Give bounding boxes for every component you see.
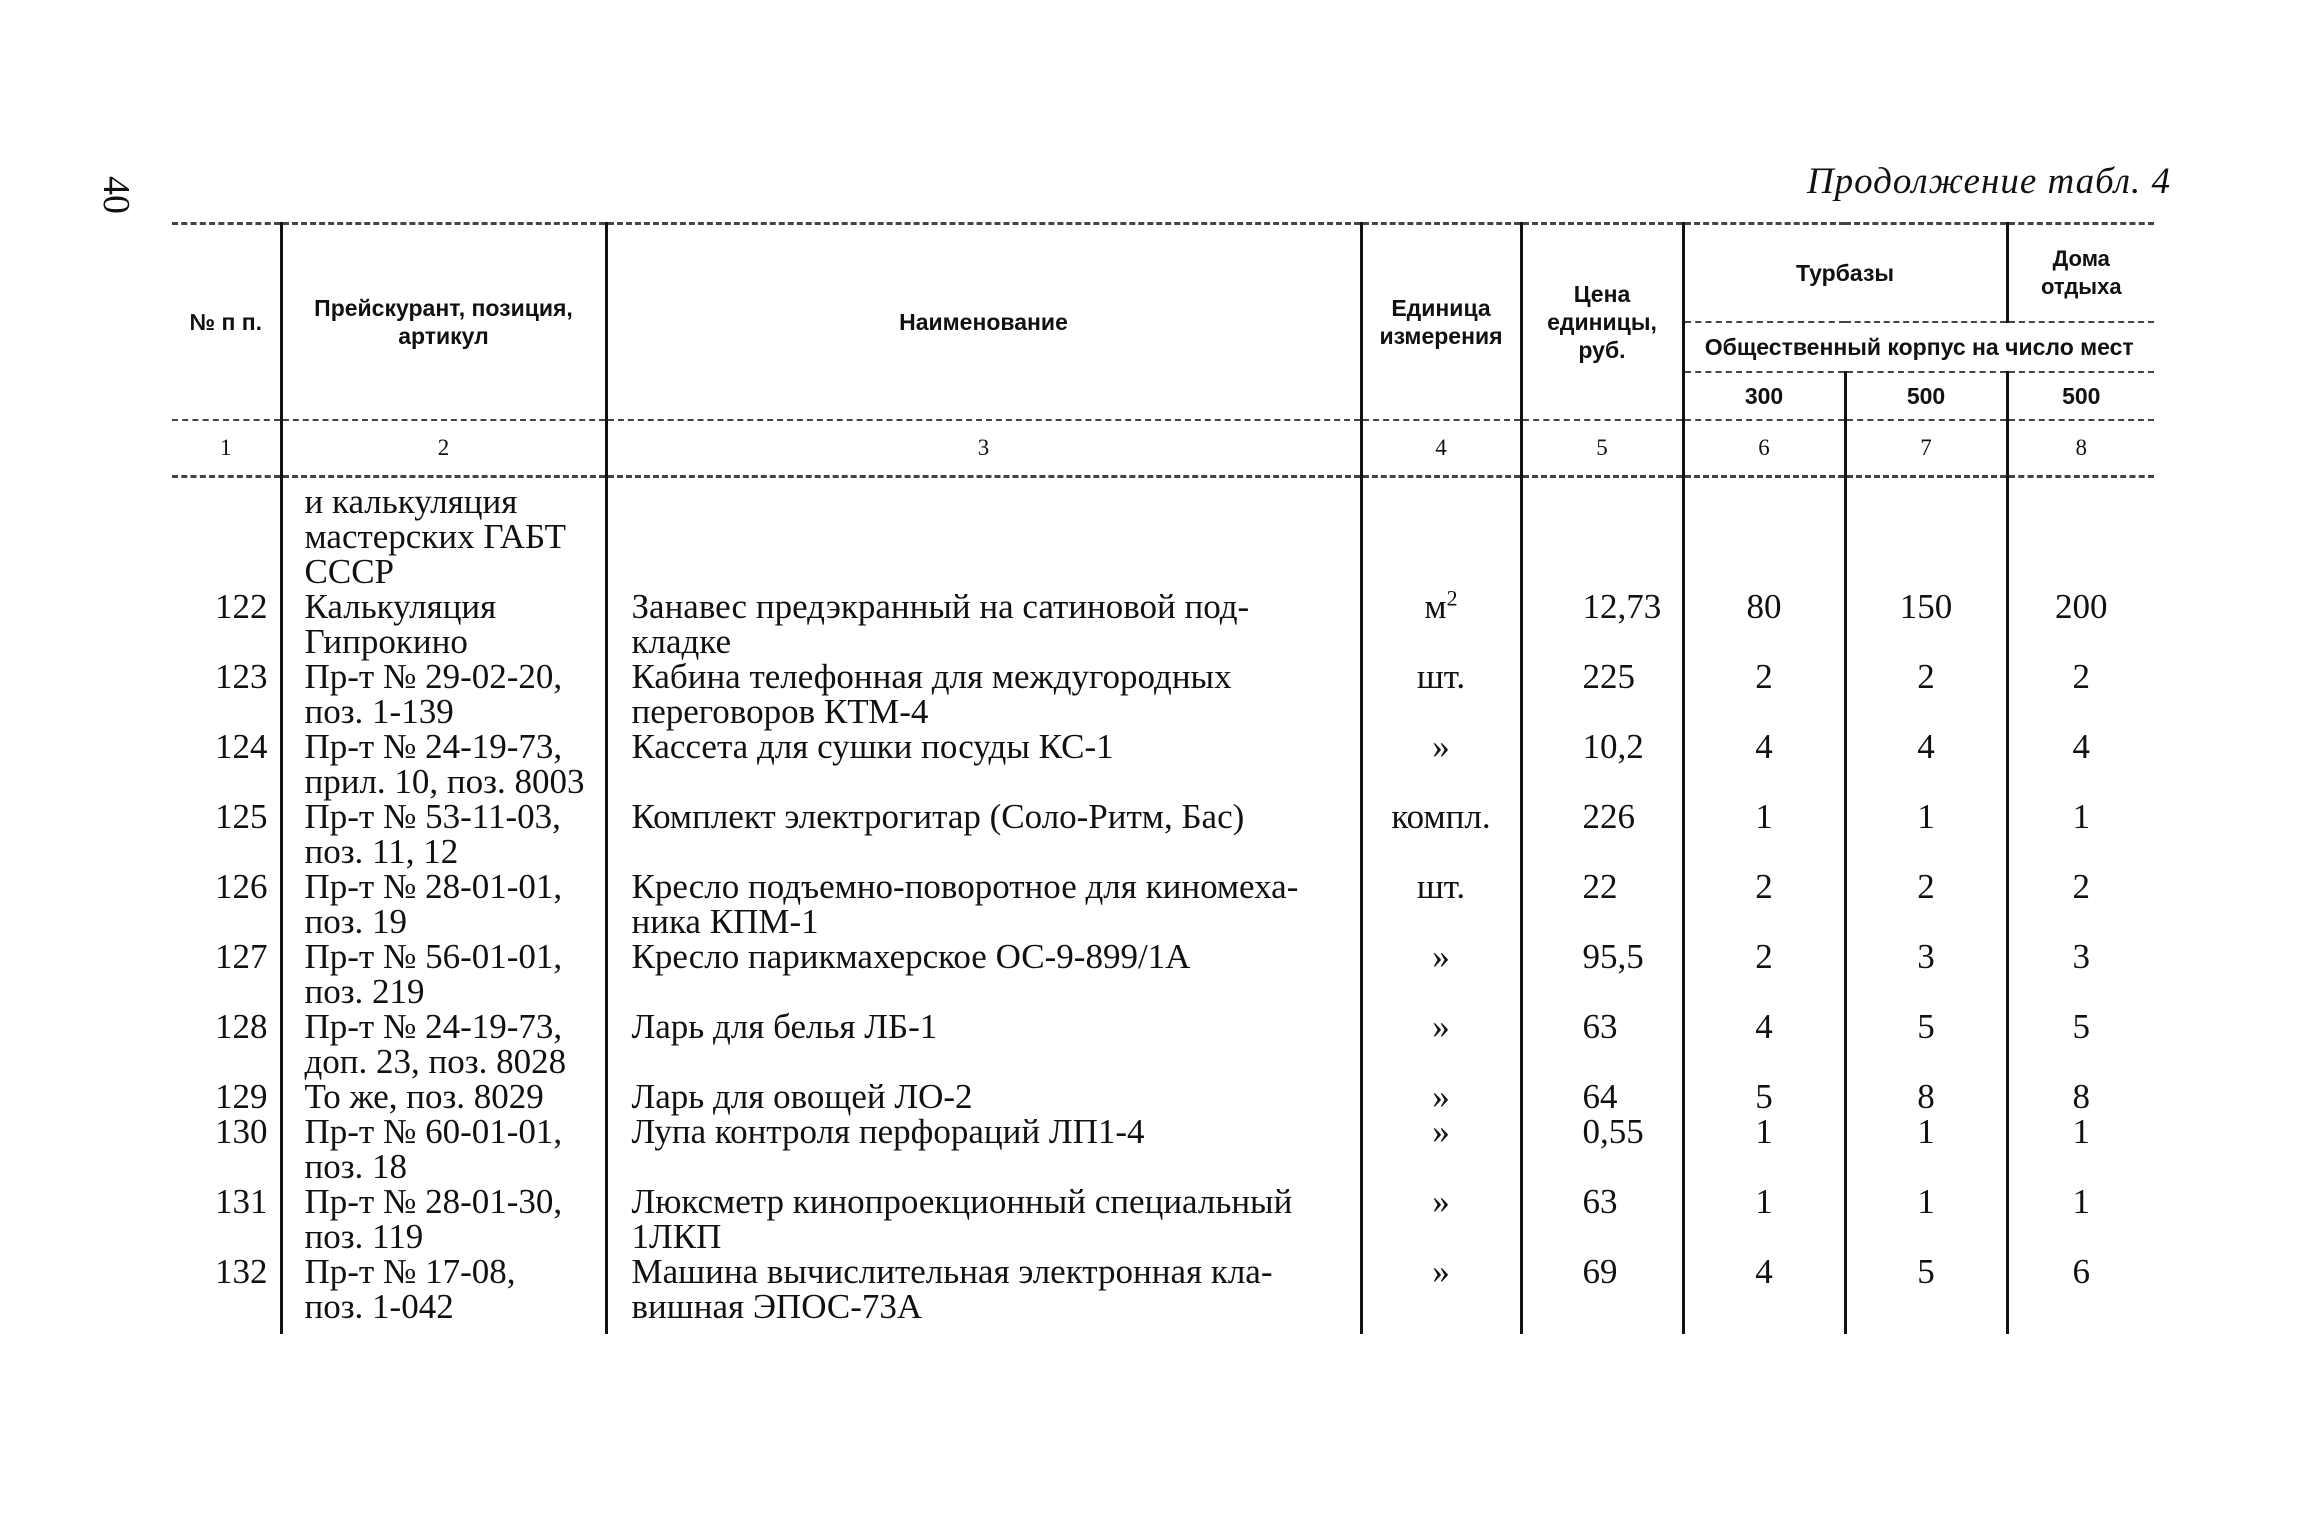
unit-text: шт. [1416, 657, 1466, 696]
quantity-c7: 2 [1845, 659, 2007, 729]
col-num: 3 [606, 420, 1361, 477]
item-name-cell [606, 939, 1361, 1009]
unit-text: » [1432, 1077, 1450, 1116]
pricelist-line: поз. 1-042 [304, 1287, 454, 1326]
col-num: 2 [281, 420, 606, 477]
page-number: 40 [95, 176, 137, 214]
col-num: 6 [1683, 420, 1845, 477]
quantity-c8: 8 [2007, 1079, 2154, 1114]
unit-text: компл. [1391, 797, 1491, 836]
item-name-line: Кресло подъемно-поворотное для киномеха- [631, 867, 1299, 906]
row-number: 122 [215, 587, 268, 626]
table-row [172, 729, 2154, 799]
item-name-line: ника КПМ-1 [631, 902, 819, 941]
unit-cell [1361, 1079, 1521, 1114]
pricelist-line: Пр-т № 60-01-01, [304, 1112, 563, 1151]
col-num: 8 [2007, 420, 2154, 477]
quantity-c6: 2 [1683, 659, 1845, 729]
item-name-cell [606, 659, 1361, 729]
unit-text: » [1432, 937, 1450, 976]
unit-cell [1361, 1009, 1521, 1079]
equipment-table [172, 222, 2154, 1334]
row-number: 124 [215, 727, 268, 766]
unit-text: » [1432, 1252, 1450, 1291]
pricelist-line: Пр-т № 17-08, [304, 1252, 516, 1291]
header-unit: Единица измерения [1361, 224, 1521, 421]
row-number: 127 [215, 937, 268, 976]
unit-text: » [1432, 1112, 1450, 1151]
col-num: 5 [1521, 420, 1683, 477]
price-cell: 12,73 [1521, 589, 1683, 659]
quantity-c7: 2 [1845, 869, 2007, 939]
price-cell: 226 [1521, 799, 1683, 869]
pricelist-line: Пр-т № 53-11-03, [304, 797, 561, 836]
price-cell: 63 [1521, 1009, 1683, 1079]
quantity-c8: 3 [2007, 939, 2154, 1009]
pricelist-line: прил. 10, поз. 8003 [304, 762, 585, 801]
quantity-c6: 2 [1683, 939, 1845, 1009]
item-name-cell [606, 589, 1361, 659]
pricelist-line: Пр-т № 29-02-20, [304, 657, 563, 696]
table-row [172, 1114, 2154, 1184]
unit-superscript: 2 [1446, 585, 1458, 611]
quantity-c7: 5 [1845, 1009, 2007, 1079]
table-row [172, 869, 2154, 939]
pricelist-cell [281, 1079, 606, 1114]
table-row [172, 1184, 2154, 1254]
quantity-c7: 1 [1845, 1184, 2007, 1254]
row-number: 125 [215, 797, 268, 836]
quantity-c7: 4 [1845, 729, 2007, 799]
unit-text: м [1424, 587, 1447, 626]
pricelist-cell [281, 729, 606, 799]
item-name-cell [606, 1079, 1361, 1114]
quantity-c8: 6 [2007, 1254, 2154, 1334]
pricelist-cell [281, 1184, 606, 1254]
row-number: 131 [215, 1182, 268, 1221]
row-number: 123 [215, 657, 268, 696]
header-korpus: Общественный корпус на число мест [1683, 322, 2154, 372]
pricelist-line: поз. 18 [304, 1147, 408, 1186]
unit-text: » [1432, 1182, 1450, 1221]
quantity-c7: 5 [1845, 1254, 2007, 1334]
price-cell: 69 [1521, 1254, 1683, 1334]
unit-text: » [1432, 1007, 1450, 1046]
unit-cell [1361, 585, 1521, 659]
header-300: 300 [1683, 372, 1845, 420]
table-row [172, 1254, 2154, 1334]
row-number: 129 [215, 1077, 268, 1116]
item-name-line: Кассета для сушки посуды КС-1 [631, 727, 1114, 766]
pricelist-line: поз. 119 [304, 1217, 424, 1256]
header-no: № п п. [172, 224, 281, 421]
pricelist-cell [281, 869, 606, 939]
item-name-line: Кресло парикмахерское ОС-9-899/1А [631, 937, 1191, 976]
price-cell: 0,55 [1521, 1114, 1683, 1184]
unit-cell [1361, 1254, 1521, 1334]
quantity-c6: 4 [1683, 1254, 1845, 1334]
item-name-cell [606, 1114, 1361, 1184]
pricelist-cell [281, 939, 606, 1009]
pricelist-line: поз. 1-139 [304, 692, 454, 731]
row-number: 128 [215, 1007, 268, 1046]
unit-cell [1361, 1114, 1521, 1184]
header-price: Цена единицы, руб. [1521, 224, 1683, 421]
quantity-c6: 1 [1683, 1114, 1845, 1184]
unit-cell [1361, 477, 1521, 590]
quantity-c8: 1 [2007, 1114, 2154, 1184]
table-row [172, 939, 2154, 1009]
quantity-c8: 1 [2007, 1184, 2154, 1254]
pricelist-line: СССР [304, 552, 394, 591]
price-cell: 95,5 [1521, 939, 1683, 1009]
header-name: Наименование [606, 224, 1361, 421]
quantity-c7: 8 [1845, 1079, 2007, 1114]
item-name-line: кладке [631, 622, 731, 661]
item-name-line: Кабина телефонная для междугородных [631, 657, 1232, 696]
quantity-c6: 5 [1683, 1079, 1845, 1114]
unit-cell [1361, 869, 1521, 939]
pricelist-line: Пр-т № 28-01-30, [304, 1182, 563, 1221]
pricelist-cell [281, 589, 606, 659]
price-cell: 10,2 [1521, 729, 1683, 799]
price-cell: 22 [1521, 869, 1683, 939]
col-num: 1 [172, 420, 281, 477]
header-500a: 500 [1845, 372, 2007, 420]
pricelist-line: и калькуляция [304, 482, 518, 521]
unit-cell [1361, 799, 1521, 869]
quantity-c6: 80 [1683, 589, 1845, 659]
quantity-c7: 150 [1845, 589, 2007, 659]
pricelist-cell [281, 799, 606, 869]
pricelist-line: Пр-т № 24-19-73, [304, 1007, 563, 1046]
row-number: 130 [215, 1112, 268, 1151]
quantity-c8: 4 [2007, 729, 2154, 799]
quantity-c8: 2 [2007, 659, 2154, 729]
item-name-line: Машина вычислительная электронная кла- [631, 1252, 1273, 1291]
pricelist-line: доп. 23, поз. 8028 [304, 1042, 567, 1081]
table-row [172, 477, 2154, 590]
item-name-line: Занавес предэкранный на сатиновой под- [631, 587, 1250, 626]
pricelist-cell [281, 477, 606, 590]
pricelist-line: Калькуляция [304, 587, 497, 626]
header-500b: 500 [2007, 372, 2154, 420]
quantity-c6: 4 [1683, 1009, 1845, 1079]
item-name-cell [606, 869, 1361, 939]
pricelist-cell [281, 659, 606, 729]
pricelist-line: поз. 19 [304, 902, 408, 941]
header-doma-otdykha: Дома отдыха [2007, 224, 2154, 323]
quantity-c6: 1 [1683, 1184, 1845, 1254]
pricelist-line: поз. 219 [304, 972, 425, 1011]
table-row [172, 659, 2154, 729]
quantity-c7: 3 [1845, 939, 2007, 1009]
price-cell [1521, 477, 1683, 590]
pricelist-line: Пр-т № 24-19-73, [304, 727, 563, 766]
quantity-c6: 1 [1683, 799, 1845, 869]
quantity-c8: 200 [2007, 589, 2154, 659]
pricelist-cell [281, 1009, 606, 1079]
unit-cell [1361, 729, 1521, 799]
pricelist-line: То же, поз. 8029 [304, 1077, 544, 1116]
unit-text: шт. [1416, 867, 1466, 906]
pricelist-line: мастерских ГАБТ [304, 517, 567, 556]
header-turbazy: Турбазы [1683, 224, 2007, 323]
pricelist-cell [281, 1114, 606, 1184]
pricelist-line: Гипрокино [304, 622, 468, 661]
table-row [172, 1009, 2154, 1079]
table-row [172, 1079, 2154, 1114]
quantity-c8: 1 [2007, 799, 2154, 869]
item-name-cell [606, 1184, 1361, 1254]
quantity-c7 [1845, 477, 2007, 590]
item-name-cell [606, 1254, 1361, 1334]
item-name-line: Комплект электрогитар (Соло-Ритм, Бас) [631, 797, 1245, 836]
price-cell: 63 [1521, 1184, 1683, 1254]
pricelist-line: поз. 11, 12 [304, 832, 459, 871]
item-name-line: Лупа контроля перфораций ЛП1-4 [631, 1112, 1145, 1151]
table-row [172, 589, 2154, 659]
unit-cell [1361, 659, 1521, 729]
unit-text: » [1432, 727, 1450, 766]
quantity-c7: 1 [1845, 1114, 2007, 1184]
table-body [172, 477, 2154, 1335]
quantity-c7: 1 [1845, 799, 2007, 869]
item-name-cell [606, 799, 1361, 869]
item-name-line: 1ЛКП [631, 1217, 722, 1256]
item-name-cell [606, 1009, 1361, 1079]
item-name-line: Ларь для белья ЛБ-1 [631, 1007, 938, 1046]
price-cell: 64 [1521, 1079, 1683, 1114]
quantity-c6: 2 [1683, 869, 1845, 939]
item-name-line: Люксметр кинопроекционный специальный [631, 1182, 1293, 1221]
pricelist-cell [281, 1254, 606, 1334]
col-num: 7 [1845, 420, 2007, 477]
table-row [172, 799, 2154, 869]
item-name-line: Ларь для овощей ЛО-2 [631, 1077, 973, 1116]
row-number: 126 [215, 867, 268, 906]
col-num: 4 [1361, 420, 1521, 477]
pricelist-line: Пр-т № 56-01-01, [304, 937, 563, 976]
unit-cell [1361, 1184, 1521, 1254]
item-name-cell [606, 729, 1361, 799]
continuation-caption: Продолжение табл. 4 [1806, 161, 2171, 202]
row-number [172, 477, 281, 590]
quantity-c8: 2 [2007, 869, 2154, 939]
row-number: 132 [215, 1252, 268, 1291]
price-cell: 225 [1521, 659, 1683, 729]
item-name-line: переговоров КТМ-4 [631, 692, 929, 731]
quantity-c8: 5 [2007, 1009, 2154, 1079]
quantity-c6: 4 [1683, 729, 1845, 799]
column-number-row [172, 420, 2154, 477]
item-name-cell [606, 477, 1361, 590]
pricelist-line: Пр-т № 28-01-01, [304, 867, 563, 906]
quantity-c6 [1683, 477, 1845, 590]
header-pricelist: Прейскурант, позиция, артикул [281, 224, 606, 421]
item-name-line: вишная ЭПОС-73А [631, 1287, 923, 1326]
quantity-c8 [2007, 477, 2154, 590]
unit-cell [1361, 939, 1521, 1009]
